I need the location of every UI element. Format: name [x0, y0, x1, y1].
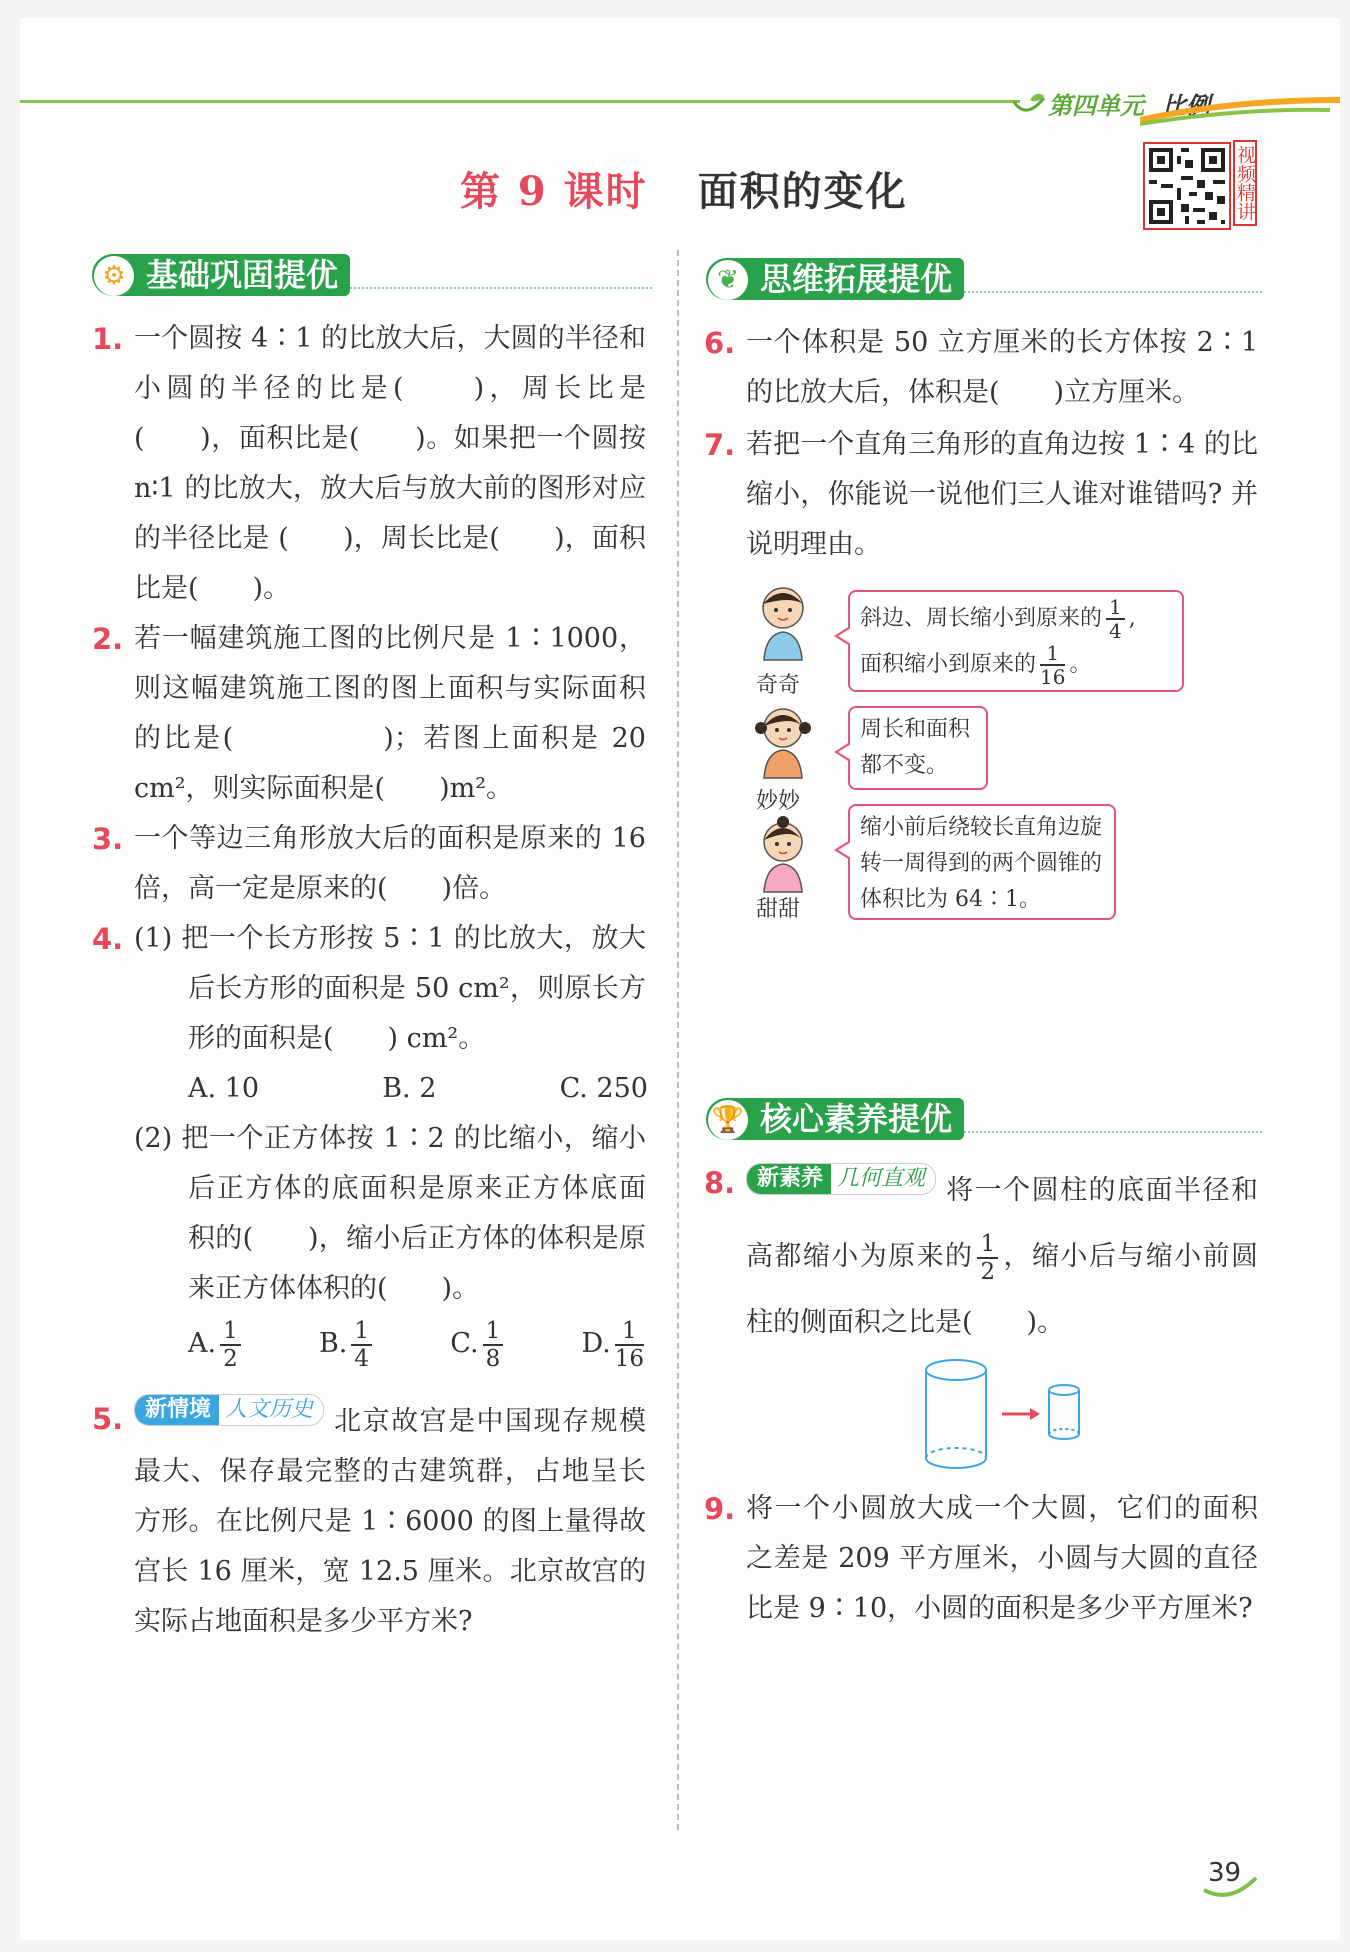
tiantian-avatar-icon	[750, 814, 816, 894]
q2-number: 2.	[92, 622, 124, 656]
kid-name-tiantian: 甜甜	[756, 897, 801, 922]
qr-code-icon[interactable]	[1143, 142, 1231, 230]
header-rule	[20, 100, 1020, 103]
q3-number: 3.	[92, 822, 124, 856]
q4-number: 4.	[92, 922, 124, 956]
qiqi-speech: 斜边、周长缩小到原来的 $\frac{1}{4}$ , 面积缩小到原来的 $\frac{1}{16}$ 。	[848, 590, 1184, 692]
qiqi-avatar-icon	[750, 582, 816, 662]
q2-text: 若一幅建筑施工图的比例尺是 1∶1000，则这幅建筑施工图的图上面积与实际面积的比是( )；若图上面积是 20 cm²，则实际面积是( )m²。	[134, 623, 646, 804]
q5-number: 5.	[92, 1402, 124, 1436]
q4-part1-options	[188, 1064, 648, 1114]
q9-number: 9.	[704, 1492, 736, 1526]
trophy-icon: 🏆	[708, 1100, 748, 1140]
q6-number: 6.	[704, 326, 736, 360]
q4-option-c[interactable]: C. 250	[559, 1073, 648, 1104]
column-divider	[677, 250, 679, 1830]
section-core-label: 核心素养提优	[760, 1100, 953, 1138]
section-basic	[92, 252, 652, 298]
lesson-name: 面积的变化	[697, 168, 908, 215]
section-core	[706, 1096, 1262, 1142]
q4-part2-options	[188, 1314, 648, 1374]
q1-number: 1.	[92, 322, 124, 356]
tiantian-speech: 缩小前后绕较长直角边旋转一周得到的两个圆锥的体积比为 64∶1。	[848, 804, 1116, 920]
page-number: 39	[1208, 1858, 1242, 1888]
q7-number: 7.	[704, 428, 736, 462]
q5-tag: 新情境 人文历史	[134, 1394, 324, 1426]
qr-label: 视频精讲	[1233, 140, 1257, 226]
section-extend	[706, 256, 1262, 302]
q9-text: 将一个小圆放大成一个大圆，它们的面积之差是 209 平方厘米，小圆与大圆的直径比是 9∶10，小圆的面积是多少平方厘米?	[746, 1493, 1258, 1624]
miaomiao-speech: 周长和面积都不变。	[848, 706, 988, 790]
q6-text: 一个体积是 50 立方厘米的长方体按 2∶1 的比放大后，体积是( )立方厘米。	[746, 327, 1258, 408]
lesson-number: 第 9 课时	[460, 168, 648, 215]
miaomiao-avatar-icon	[750, 700, 816, 780]
q5-body	[134, 1394, 646, 1647]
q4-part1-text: (1) 把一个长方形按 5∶1 的比放大，放大后长方形的面积是 50 cm²，则原长方形的面积是( ) cm²。	[134, 923, 646, 1054]
section-extend-label: 思维拓展提优	[760, 260, 953, 298]
page-swoosh-decoration	[1200, 1872, 1260, 1902]
q8-body: 新素养 几何直观 将一个圆柱的底面半径和高都缩小为原来的 $\frac{1}{2}$ ，缩小后与缩小前圆柱的侧面积之比是( )。	[746, 1158, 1258, 1356]
q8-number: 8.	[704, 1166, 736, 1200]
lesson-title	[460, 160, 908, 217]
leaf-icon	[1010, 90, 1050, 120]
cylinder-diagram	[920, 1356, 1090, 1476]
q4-option-b[interactable]: B. 2	[382, 1073, 437, 1104]
q5-text: 北京故宫是中国现存规模最大、保存最完整的古建筑群，占地呈长方形。在比例尺是 1∶6000 的图上量得故宫长 16 厘米，宽 12.5 厘米。北京故宫的实际占地面积是多少平方米?	[134, 1406, 646, 1637]
unit-label: 第四单元	[1048, 92, 1144, 120]
q8-tag: 新素养 几何直观	[746, 1163, 936, 1195]
kid-name-miaomiao: 妙妙	[756, 789, 801, 814]
q4-2-option-c[interactable]: C. $\frac{1}{8}$	[450, 1314, 507, 1374]
q1-text: 一个圆按 4∶1 的比放大后，大圆的半径和小圆的半径的比是( )，周长比是( )，面积比是( )。如果把一个圆按 n∶1 的比放大，放大后与放大前的图形对应的半径比是 ( )，周长比是( )，面积比是( )。	[134, 323, 646, 604]
q4-2-option-a[interactable]: A. $\frac{1}{2}$	[188, 1314, 245, 1374]
gear-icon: ⚙	[94, 256, 134, 296]
kid-name-qiqi: 奇奇	[756, 673, 801, 698]
q4-part2-text: (2) 把一个正方体按 1∶2 的比缩小，缩小后正方体的底面积是原来正方体底面积的( )，缩小后正方体的体积是原来正方体体积的( )。	[134, 1123, 646, 1304]
swoosh-decoration	[1140, 96, 1340, 126]
q7-text: 若把一个直角三角形的直角边按 1∶4 的比缩小，你能说一说他们三人谁对谁错吗? 并说明理由。	[746, 429, 1258, 560]
section-basic-label: 基础巩固提优	[146, 256, 339, 294]
q4-2-option-b[interactable]: B. $\frac{1}{4}$	[319, 1314, 376, 1374]
unit-topic: 比例	[1162, 92, 1210, 120]
q4-2-option-d[interactable]: D. $\frac{1}{16}$	[581, 1317, 644, 1372]
sprout-icon: ❦	[708, 260, 748, 300]
q3-text: 一个等边三角形放大后的面积是原来的 16 倍，高一定是原来的( )倍。	[134, 823, 646, 904]
q4-option-a[interactable]: A. 10	[188, 1073, 260, 1104]
